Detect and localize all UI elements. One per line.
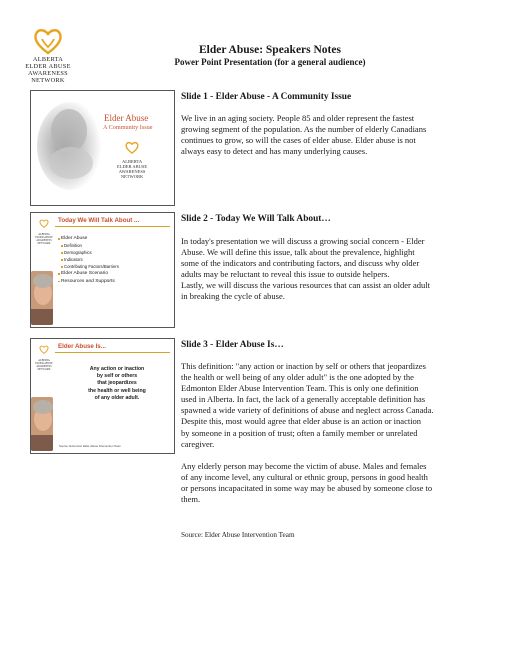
agenda-item: Resources and Supports <box>58 278 119 285</box>
agenda-subitem: Contributing Factors/Barriers <box>58 263 119 270</box>
agenda-subitem: Definition <box>58 242 119 249</box>
slide-2-title: Today We Will Talk About ... <box>58 217 140 224</box>
logo-line: AWARENESS <box>118 169 146 174</box>
logo-line: ALBERTA <box>38 359 50 362</box>
document-title: Elder Abuse: Speakers Notes <box>199 44 341 56</box>
elderly-woman-photo <box>31 271 53 325</box>
slide-2-heading: Slide 2 - Today We Will Talk About… <box>181 214 331 224</box>
slide-2-thumbnail <box>30 212 175 328</box>
source-note: Source: Elder Abuse Intervention Team <box>181 531 295 539</box>
quote-line: by self or others <box>96 373 138 380</box>
slide-2-notes: In today's presentation we will discuss a growing social concern - Elder Abuse. We will define this issue, talk about the prevalence, highlight some of the indicators and contributing factors, and discuss why older adults may be reluctant to reveal this issue to outside helpers. Lastly, we will discuss the various resources that can assist an older adult in breaking the cycle of abuse. <box>181 236 430 302</box>
quote-line: of any older adult. <box>94 394 140 401</box>
agenda-subitem: Demographics <box>58 249 119 256</box>
slide-1-subtitle: A Community Issue <box>103 124 153 131</box>
document-subtitle: Power Point Presentation (for a general audience) <box>174 57 366 67</box>
alberta-elder-abuse-logo <box>18 27 78 84</box>
heart-hands-icon <box>125 141 139 154</box>
heart-hands-icon <box>39 219 49 228</box>
quote-line: Any action or inaction <box>89 366 145 372</box>
slide-1-heading: Slide 1 - Elder Abuse - A Community Issue <box>181 92 352 102</box>
heart-hands-icon <box>33 27 63 55</box>
slide-3-logo <box>33 341 55 371</box>
agenda-item: Elder Abuse <box>58 235 119 242</box>
slide-2-agenda <box>58 235 119 285</box>
logo-line: AWARENESS <box>28 70 68 77</box>
quote-line: the health or well being <box>88 387 146 394</box>
slide-2-logo <box>33 215 55 245</box>
slide-3-title: Elder Abuse Is... <box>58 343 106 350</box>
logo-line: ELDER ABUSE <box>35 236 53 239</box>
slide-3-heading: Slide 3 - Elder Abuse Is… <box>181 340 284 350</box>
heart-hands-icon <box>39 345 49 354</box>
title-rule <box>55 226 170 227</box>
logo-line: ELDER ABUSE <box>117 164 148 169</box>
slide-1-logo <box>117 141 147 179</box>
quote-line: that jeopardizes <box>97 380 137 387</box>
agenda-item: Elder Abuse Scenario <box>58 270 119 277</box>
slide-1-notes: We live in an aging society. People 85 and older represent the fastest growing segment of the population. As the number of elderly Canadians continues to grow, so will the cases of elder abuse. Elder abuse is not always easy to detect and has many underlying causes. <box>181 113 427 157</box>
slide-3-quote <box>67 366 167 402</box>
logo-line: ELDER ABUSE <box>35 362 53 365</box>
logo-line: ALBERTA <box>122 159 143 164</box>
slide-3-source: Source: Edmonton Elder Abuse Intervention Team <box>59 444 121 448</box>
logo-line: NETWORK <box>37 368 51 371</box>
logo-line: ELDER ABUSE <box>25 63 71 70</box>
logo-line: ALBERTA <box>38 233 50 236</box>
logo-line: AWARENESS <box>36 239 52 242</box>
elderly-man-photo <box>31 91 174 205</box>
slide-3-thumbnail <box>30 338 175 454</box>
elderly-woman-photo <box>31 397 53 451</box>
logo-line: NETWORK <box>37 242 51 245</box>
logo-line: AWARENESS <box>36 365 52 368</box>
slide-1-title: Elder Abuse <box>104 113 149 123</box>
slide-1-thumbnail <box>30 90 175 206</box>
agenda-subitem: Indicators <box>58 256 119 263</box>
logo-line: ALBERTA <box>32 56 64 63</box>
logo-line: NETWORK <box>31 77 65 84</box>
slide-3-notes: This definition: "any action or inaction by self or others that jeopardizes the health or well being of any older adult" is the one adopted by the Edmonton Elder Abuse Intervention Team. This is only one definition used in Alberta. In fact, the lack of a generally acceptable definition has spawned a wide variety of definitions of abuse and neglect across Canada. Despite this, most would agree that elder abuse is an action or inaction by someone in a position of trust; often a family member or unrelated caregiver. Any elderly person may become the victim of abuse. Males and females of any income level, any cultural or ethnic group, persons in good health or persons incapacitated in some way may be abused by someone close to them. <box>181 361 434 505</box>
logo-line: NETWORK <box>120 174 144 179</box>
title-rule <box>55 352 170 353</box>
